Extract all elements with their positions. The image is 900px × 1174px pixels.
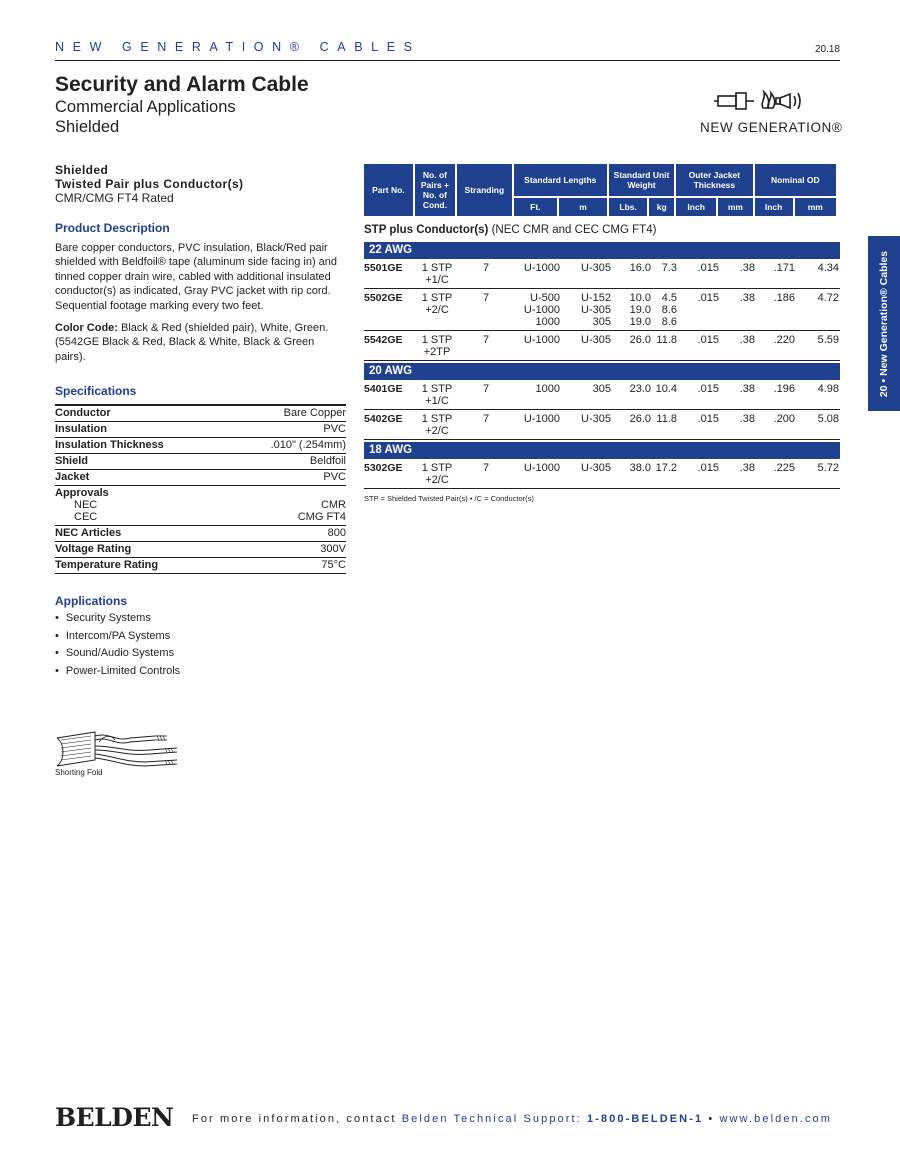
cell-lbs: 10.0	[629, 292, 651, 304]
cell-od-mm: 4.72	[817, 292, 839, 304]
applications-heading: Applications	[55, 594, 128, 609]
footer-phone: 1-800-BELDEN-1	[587, 1113, 704, 1125]
cell-part-no: 5402GE	[364, 413, 403, 425]
cell-ft	[514, 474, 560, 486]
cell-jacket-inch: .015	[697, 292, 719, 304]
table-row-line	[364, 304, 840, 316]
cell-od-inch	[755, 274, 795, 286]
col-od: Nominal OD	[755, 164, 836, 196]
sub-heading-1: Shielded	[55, 163, 109, 177]
cell-lbs	[611, 425, 651, 437]
cell-kg	[651, 474, 677, 486]
cell-od-mm: 4.34	[817, 262, 839, 274]
cell-kg: 8.6	[661, 316, 677, 328]
spec-row	[55, 470, 346, 486]
page-subtitle	[55, 97, 236, 137]
cell-jacket-inch: .015	[697, 413, 719, 425]
section-title: STP plus Conductor(s)	[364, 224, 489, 236]
subtitle-line-1: Commercial Applications	[55, 98, 236, 116]
cell-pairs: 1 STP	[421, 383, 453, 395]
table-row-line	[364, 395, 840, 407]
cell-jacket-inch	[677, 346, 719, 358]
table-row	[364, 289, 840, 331]
table-row	[364, 410, 840, 440]
footer-support-name: Belden Technical Support:	[401, 1113, 587, 1125]
cell-pairs: 1 STP	[421, 292, 453, 304]
color-code-text: Black & Red (shielded pair), White, Green. (5542GE Black & Red, Black & White, Black & Green pairs).	[55, 322, 329, 363]
cell-jacket-mm	[719, 425, 755, 437]
cell-od-mm	[795, 474, 839, 486]
cell-m: U-152	[581, 292, 611, 304]
section-note: (NEC CMR and CEC CMG FT4)	[488, 224, 657, 236]
col-m: m	[559, 196, 607, 216]
cell-pairs: +1/C	[425, 274, 449, 286]
cell-kg: 11.8	[656, 334, 677, 346]
cell-od-inch: .200	[773, 413, 795, 425]
table-row-line	[364, 462, 840, 474]
cell-ft: U-1000	[523, 304, 560, 316]
approval-cec-label: CEC	[74, 511, 98, 524]
cell-jacket-inch	[677, 304, 719, 316]
table-row	[364, 331, 840, 361]
cell-pairs: 1 STP	[421, 413, 453, 425]
col-lbs: Lbs.	[609, 196, 647, 216]
spec-value: PVC	[227, 470, 346, 486]
awg-group-header: 22 AWG	[364, 242, 840, 259]
cell-jacket-inch: .015	[697, 334, 719, 346]
cell-jacket-mm: .38	[739, 462, 755, 474]
cell-od-inch: .220	[773, 334, 795, 346]
page-title: Security and Alarm Cable	[55, 73, 309, 96]
cell-stranding	[458, 346, 514, 358]
cell-lbs: 23.0	[629, 383, 651, 395]
table-row-line	[364, 334, 840, 346]
table-row-line	[364, 413, 840, 425]
cell-od-mm: 5.08	[817, 413, 839, 425]
spec-value: Beldfoil	[227, 454, 346, 470]
col-jacket: Outer Jacket Thickness	[676, 164, 753, 196]
logo-wordmark: NEW GENERATION®	[700, 120, 843, 135]
cell-part-no	[364, 304, 416, 316]
cell-jacket-mm	[719, 346, 755, 358]
cell-ft: U-500	[530, 292, 560, 304]
spec-value: 800	[227, 526, 346, 542]
footer-info: For more information, contact	[192, 1113, 402, 1125]
subtitle-line-2: Shielded	[55, 118, 120, 136]
page-number: 20.18	[814, 44, 840, 55]
cell-jacket-mm	[719, 316, 755, 328]
spec-label: Insulation Thickness	[55, 438, 227, 454]
approvals-spacer	[227, 487, 346, 499]
cell-od-inch	[755, 425, 795, 437]
cell-part-no	[364, 274, 416, 286]
approval-nec-label: NEC	[74, 499, 98, 512]
cell-part-no: 5302GE	[364, 462, 403, 474]
footer-website: www.belden.com	[719, 1113, 833, 1125]
cell-od-mm	[795, 395, 839, 407]
table-row-line	[364, 316, 840, 328]
spec-label: NEC Articles	[55, 526, 227, 542]
table-header	[362, 164, 838, 216]
cell-part-no: 5542GE	[364, 334, 403, 346]
cell-jacket-mm: .38	[739, 383, 755, 395]
cell-kg	[651, 425, 677, 437]
spec-row	[55, 526, 346, 542]
cell-m	[560, 474, 611, 486]
col-part-no: Part No.	[364, 164, 413, 216]
cell-jacket-mm: .38	[739, 262, 755, 274]
cell-stranding	[458, 474, 514, 486]
spec-label: Jacket	[55, 470, 227, 486]
cell-stranding: 7	[482, 292, 490, 304]
cell-od-mm	[795, 304, 839, 316]
cell-lbs: 26.0	[629, 334, 651, 346]
spec-label: Shield	[55, 454, 227, 470]
cell-od-inch	[755, 395, 795, 407]
cable-illustration-icon	[55, 726, 185, 770]
cell-od-inch: .186	[773, 292, 795, 304]
cell-pairs: 1 STP	[421, 462, 453, 474]
approval-nec-value: CMR	[320, 499, 346, 512]
cell-od-inch: .196	[773, 383, 795, 395]
spec-row	[55, 542, 346, 558]
cell-stranding: 7	[482, 383, 490, 395]
belden-logo: BELDEN	[55, 1103, 174, 1132]
left-column	[55, 163, 346, 680]
specifications-heading: Specifications	[55, 384, 137, 399]
cell-ft: U-1000	[523, 462, 560, 474]
cell-m: U-305	[581, 304, 611, 316]
cell-kg	[651, 395, 677, 407]
section-side-tab	[868, 236, 900, 411]
spec-value: 300V	[227, 542, 346, 558]
cell-od-inch	[755, 316, 795, 328]
product-description-heading: Product Description	[55, 221, 170, 235]
cell-ft	[514, 425, 560, 437]
application-item: • Intercom/PA Systems	[55, 628, 346, 646]
cell-jacket-mm: .38	[739, 334, 755, 346]
cell-kg: 10.4	[655, 383, 677, 395]
col-jacket-inch: Inch	[676, 196, 716, 216]
cell-od-mm	[795, 346, 839, 358]
cell-jacket-mm	[719, 274, 755, 286]
application-item: • Power-Limited Controls	[55, 663, 346, 681]
cell-ft	[514, 346, 560, 358]
approval-cec-value: CMG FT4	[297, 511, 346, 524]
cell-pairs	[416, 316, 458, 328]
cell-od-mm	[795, 274, 839, 286]
cell-ft: 1000	[535, 316, 560, 328]
cell-lbs	[611, 274, 651, 286]
col-ft: Ft.	[514, 196, 557, 216]
cell-lbs	[611, 346, 651, 358]
cell-stranding	[458, 304, 514, 316]
section-heading	[364, 224, 840, 240]
col-jacket-mm: mm	[718, 196, 752, 216]
cell-part-no: 5401GE	[364, 383, 403, 395]
cell-lbs: 19.0	[629, 316, 651, 328]
cell-stranding	[458, 395, 514, 407]
spec-value: .010" (.254mm)	[227, 438, 346, 454]
awg-group-header: 18 AWG	[364, 442, 840, 459]
cell-pairs: +2/C	[425, 474, 449, 486]
table-row-line	[364, 474, 840, 486]
cell-m	[560, 395, 611, 407]
table-footnote: STP = Shielded Twisted Pair(s) • /C = Conductor(s)	[364, 494, 534, 503]
cell-lbs: 19.0	[629, 304, 651, 316]
cell-ft: U-1000	[523, 334, 560, 346]
cell-od-inch	[755, 474, 795, 486]
spec-row	[55, 405, 346, 422]
cell-od-mm: 4.98	[817, 383, 839, 395]
col-kg: kg	[649, 196, 674, 216]
cell-kg: 4.5	[661, 292, 677, 304]
cell-pairs: +2/C	[425, 425, 449, 437]
cell-part-no	[364, 346, 416, 358]
cell-ft: U-1000	[523, 262, 560, 274]
figure-caption: Shorting Fold	[55, 768, 103, 777]
spec-row	[55, 422, 346, 438]
cell-ft	[514, 395, 560, 407]
cell-od-mm	[795, 425, 839, 437]
cell-jacket-inch: .015	[697, 383, 719, 395]
cell-m: U-305	[581, 334, 611, 346]
cell-kg: 11.8	[656, 413, 677, 425]
cell-stranding: 7	[482, 413, 490, 425]
product-description: Bare copper conductors, PVC insulation, Black/Red pair shielded with Beldfoil® tape (aluminum side facing in) and tinned copper drain wire, cabled with additional insulated conductor(s) as indicated, Gray PVC jacket with rip cord. Sequential footage marking every two feet.	[55, 242, 338, 312]
cell-lbs	[611, 395, 651, 407]
application-item: • Security Systems	[55, 610, 346, 628]
cell-stranding	[458, 316, 514, 328]
rating-line: CMR/CMG FT4 Rated	[55, 191, 174, 205]
cell-part-no	[364, 316, 416, 328]
approvals-label: Approvals	[55, 487, 109, 500]
col-std-lengths: Standard Lengths	[514, 164, 607, 196]
cell-part-no	[364, 474, 416, 486]
spec-label: Conductor	[55, 405, 227, 422]
cell-stranding: 7	[482, 262, 490, 274]
cell-ft: U-1000	[523, 413, 560, 425]
cell-kg: 17.2	[655, 462, 677, 474]
col-pairs: No. of Pairs + No. of Cond.	[415, 164, 455, 216]
cell-stranding: 7	[482, 334, 490, 346]
cell-part-no	[364, 425, 416, 437]
cell-jacket-inch	[677, 474, 719, 486]
spec-label: Insulation	[55, 422, 227, 438]
cell-m: U-305	[581, 462, 611, 474]
cell-pairs: +1/C	[425, 395, 449, 407]
applications-list	[55, 610, 346, 680]
cell-part-no	[364, 395, 416, 407]
spec-label: Temperature Rating	[55, 558, 227, 574]
cell-kg	[651, 274, 677, 286]
cell-jacket-inch: .015	[697, 262, 719, 274]
cell-jacket-inch	[677, 425, 719, 437]
cell-pairs: 1 STP	[421, 334, 453, 346]
cell-m: 305	[592, 316, 611, 328]
spec-label: Voltage Rating	[55, 542, 227, 558]
cell-pairs: +2TP	[423, 346, 451, 358]
table-body	[364, 242, 840, 489]
header-rule	[55, 60, 840, 61]
sub-heading-2: Twisted Pair plus Conductor(s)	[55, 177, 244, 191]
cell-od-inch: .225	[773, 462, 795, 474]
cell-m	[560, 346, 611, 358]
cell-od-inch	[755, 346, 795, 358]
cell-stranding	[458, 425, 514, 437]
cell-kg	[651, 346, 677, 358]
cell-jacket-inch	[677, 274, 719, 286]
spec-label	[55, 486, 227, 526]
spec-row-approvals	[55, 486, 346, 526]
side-tab-label: 20 • New Generation® Cables	[878, 250, 890, 397]
spec-row	[55, 558, 346, 574]
cell-part-no: 5501GE	[364, 262, 403, 274]
cell-od-mm: 5.59	[817, 334, 839, 346]
cell-m: U-305	[581, 413, 611, 425]
cell-lbs: 38.0	[629, 462, 651, 474]
cell-m: 305	[592, 383, 611, 395]
footer-contact	[192, 1113, 832, 1125]
spec-row	[55, 438, 346, 454]
cell-lbs	[611, 474, 651, 486]
cell-pairs: 1 STP	[421, 262, 453, 274]
spec-value: Bare Copper	[227, 405, 346, 422]
cell-lbs: 26.0	[629, 413, 651, 425]
cell-od-mm: 5.72	[817, 462, 839, 474]
cell-jacket-mm: .38	[739, 292, 755, 304]
series-title: NEW GENERATION® CABLES	[55, 40, 421, 54]
cell-pairs: +2/C	[425, 304, 449, 316]
cell-m: U-305	[581, 262, 611, 274]
cell-stranding	[458, 274, 514, 286]
table-row-line	[364, 292, 840, 304]
footer-separator: •	[703, 1113, 720, 1125]
spec-value	[227, 486, 346, 526]
cell-kg: 8.6	[661, 304, 677, 316]
cell-jacket-inch: .015	[697, 462, 719, 474]
product-table	[364, 164, 840, 503]
cell-jacket-mm	[719, 474, 755, 486]
cell-m	[560, 274, 611, 286]
cell-ft: 1000	[535, 383, 560, 395]
cell-od-inch: .171	[773, 262, 795, 274]
table-row-line	[364, 383, 840, 395]
table-row-line	[364, 425, 840, 437]
cell-kg: 7.3	[661, 262, 677, 274]
col-od-mm: mm	[795, 196, 836, 216]
table-row	[364, 259, 840, 289]
cell-jacket-inch	[677, 316, 719, 328]
spec-value: PVC	[227, 422, 346, 438]
col-od-inch: Inch	[755, 196, 793, 216]
col-stranding: Stranding	[457, 164, 512, 216]
application-item: • Sound/Audio Systems	[55, 645, 346, 663]
cell-lbs: 16.0	[629, 262, 651, 274]
table-row-line	[364, 262, 840, 274]
spec-value: 75°C	[227, 558, 346, 574]
col-unit-weight: Standard Unit Weight	[609, 164, 674, 196]
table-row	[364, 459, 840, 489]
cell-od-inch	[755, 304, 795, 316]
cell-jacket-mm	[719, 395, 755, 407]
specifications-table	[55, 404, 346, 574]
cell-part-no: 5502GE	[364, 292, 403, 304]
table-row-line	[364, 274, 840, 286]
table-row-line	[364, 346, 840, 358]
spec-row	[55, 454, 346, 470]
awg-group-header: 20 AWG	[364, 363, 840, 380]
cell-ft	[514, 274, 560, 286]
cell-jacket-mm	[719, 304, 755, 316]
cell-od-mm	[795, 316, 839, 328]
cell-jacket-mm: .38	[739, 413, 755, 425]
color-code-label: Color Code:	[55, 322, 118, 335]
cell-jacket-inch	[677, 395, 719, 407]
table-row	[364, 380, 840, 410]
cell-stranding: 7	[482, 462, 490, 474]
cell-m	[560, 425, 611, 437]
color-code	[55, 321, 346, 364]
